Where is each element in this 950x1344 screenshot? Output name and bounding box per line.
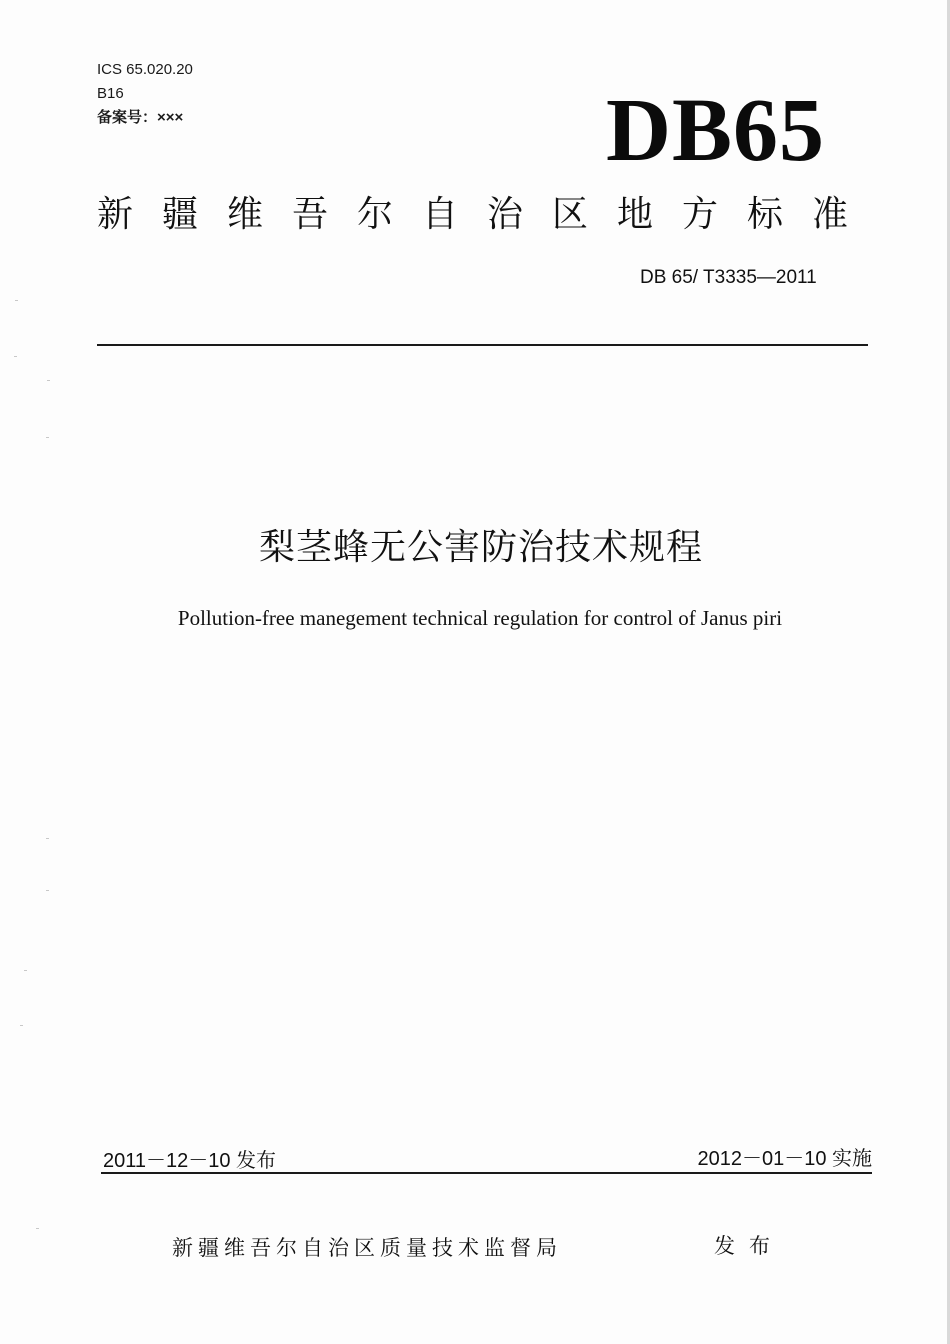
- title-english: Pollution-free manegement technical regulation for control of Janus piri: [177, 606, 783, 630]
- standard-code: DB 65/ T3335—2011: [640, 267, 817, 288]
- title-chinese: 梨茎蜂无公害防治技术规程: [258, 527, 703, 568]
- category-code: B16: [97, 85, 124, 102]
- filing-number: 备案号：×××: [97, 109, 184, 126]
- scan-speck: [46, 890, 49, 891]
- header-meta: [97, 58, 193, 130]
- ics-code: ICS 65.020.20: [97, 61, 193, 78]
- scan-speck: [15, 300, 18, 301]
- effective-date: 2012－01－10 实施: [697, 1148, 872, 1170]
- issue-label: 发布: [714, 1234, 784, 1258]
- footer-divider: [101, 1172, 872, 1174]
- scan-speck: [47, 380, 50, 381]
- scan-speck: [20, 1025, 23, 1026]
- standard-name: 新疆维吾尔自治区地方标准: [97, 194, 878, 235]
- header-divider: [97, 344, 868, 346]
- scan-speck: [14, 356, 17, 357]
- issue-date: 2011－12－10 发布: [103, 1150, 277, 1172]
- issuing-authority: 新疆维吾尔自治区质量技术监督局: [172, 1236, 562, 1260]
- scan-speck: [46, 838, 49, 839]
- db-logo: DB65: [606, 81, 826, 180]
- scan-speck: [46, 437, 49, 438]
- scan-speck: [24, 970, 27, 971]
- scan-speck: [36, 1228, 39, 1229]
